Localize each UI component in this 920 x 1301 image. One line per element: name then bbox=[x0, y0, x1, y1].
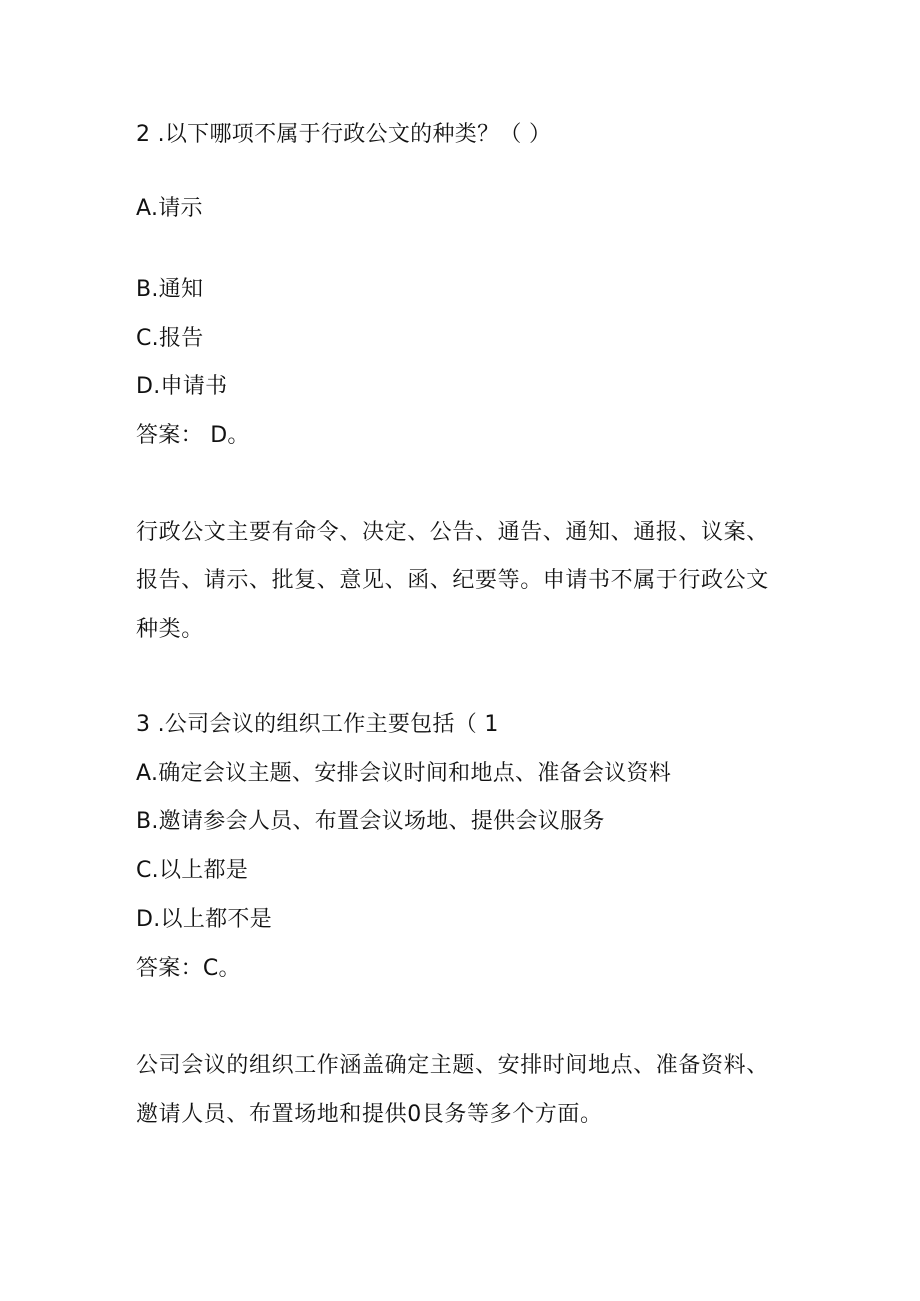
q3-option-d: D.以上都不是 bbox=[136, 907, 273, 932]
q2-question: 2 .以下哪项不属于行政公文的种类？（ ） bbox=[136, 122, 552, 147]
q2-explanation-line: 行政公文主要有命令、决定、公告、通告、通知、通报、议案、 bbox=[136, 520, 769, 545]
q3-explanation-line: 公司会议的组织工作涵盖确定主题、安排时间地点、准备资料、 bbox=[136, 1053, 769, 1078]
q3-answer: 答案：C。 bbox=[136, 956, 241, 981]
q2-option-a: A.请示 bbox=[136, 196, 203, 221]
q2-option-c: C.报告 bbox=[136, 326, 204, 351]
q3-option-a: A.确定会议主题、安排会议时间和地点、准备会议资料 bbox=[136, 761, 672, 786]
q3-question: 3 .公司会议的组织工作主要包括（ 1 bbox=[136, 712, 499, 737]
q3-option-b: B.邀请参会人员、布置会议场地、提供会议服务 bbox=[136, 809, 605, 834]
q2-option-b: B.通知 bbox=[136, 277, 204, 302]
q2-explanation-line: 种类。 bbox=[136, 617, 204, 642]
q3-option-c: C.以上都是 bbox=[136, 858, 249, 883]
q2-explanation-line: 报告、请示、批复、意见、函、纪要等。申请书不属于行政公文 bbox=[136, 568, 769, 593]
q2-answer: 答案： D。 bbox=[136, 423, 250, 448]
q2-option-d: D.申请书 bbox=[136, 374, 228, 399]
q3-explanation-line: 邀请人员、布置场地和提供0艮务等多个方面。 bbox=[136, 1102, 603, 1127]
